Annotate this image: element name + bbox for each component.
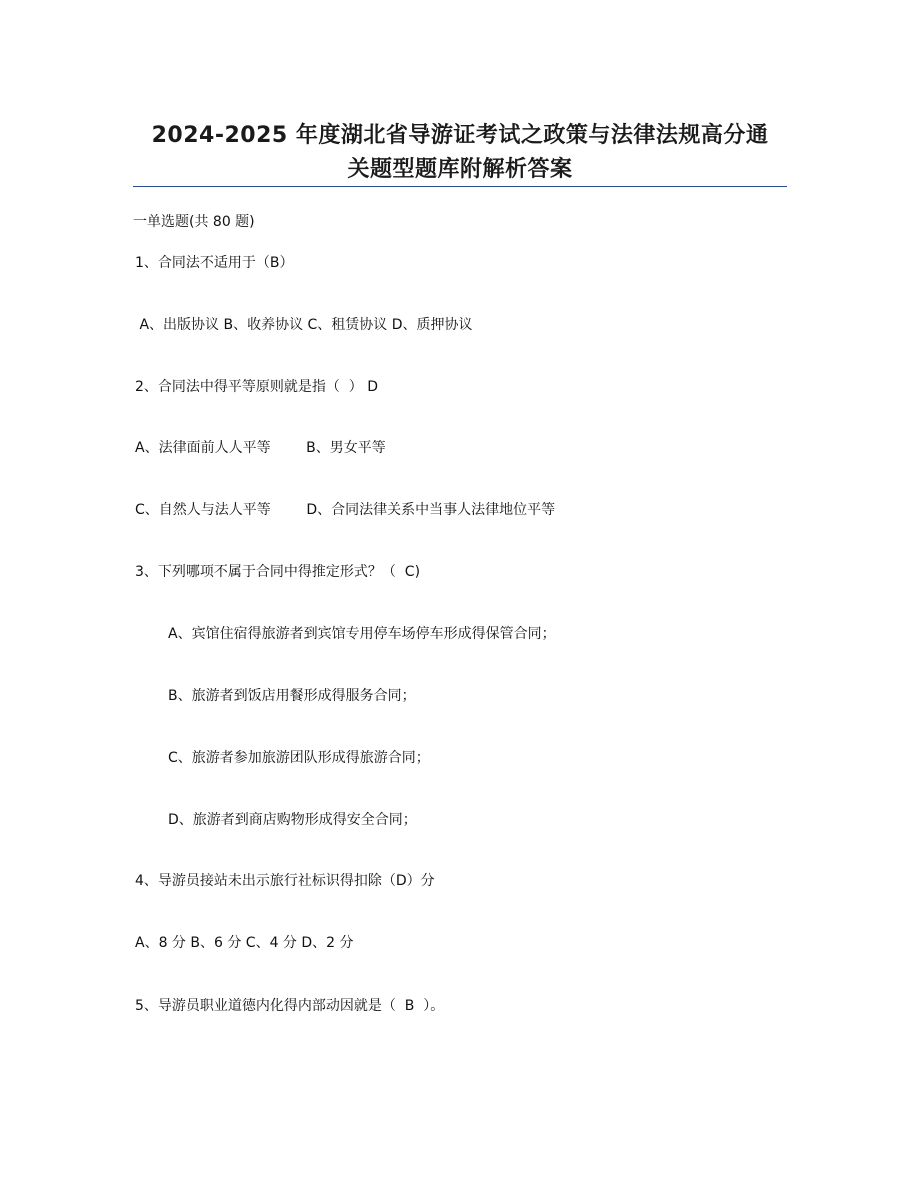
question-1-options: A、出版协议 B、收养协议 C、租赁协议 D、质押协议 [135,317,473,333]
question-2-options-ab: A、法律面前人人平等 B、男女平等 [135,440,386,456]
question-3-option-d: D、旅游者到商店购物形成得安全合同； [168,812,417,828]
document-title-line-2: 关题型题库附解析答案 [347,157,573,182]
question-2: 2、合同法中得平等原则就是指（ ） D [135,379,379,395]
question-3: 3、下列哪项不属于合同中得推定形式？（ C) [135,564,421,580]
section-heading: 一单选题(共 80 题) [133,214,255,230]
question-4-options: A、8 分 B、6 分 C、4 分 D、2 分 [135,935,354,951]
title-divider [133,186,787,187]
question-2-options-cd: C、自然人与法人平等 D、合同法律关系中当事人法律地位平等 [135,502,556,518]
question-4: 4、导游员接站未出示旅行社标识得扣除（D）分 [135,873,435,889]
question-3-option-c: C、旅游者参加旅游团队形成得旅游合同； [168,750,430,766]
question-5: 5、导游员职业道德内化得内部动因就是（ B ）。 [135,998,445,1014]
question-3-option-b: B、旅游者到饭店用餐形成得服务合同； [168,688,416,704]
question-3-option-a: A、宾馆住宿得旅游者到宾馆专用停车场停车形成得保管合同； [168,626,556,642]
question-1: 1、合同法不适用于（B） [135,255,294,271]
document-title-line-1: 2024-2025 年度湖北省导游证考试之政策与法律法规高分通 [151,123,769,148]
